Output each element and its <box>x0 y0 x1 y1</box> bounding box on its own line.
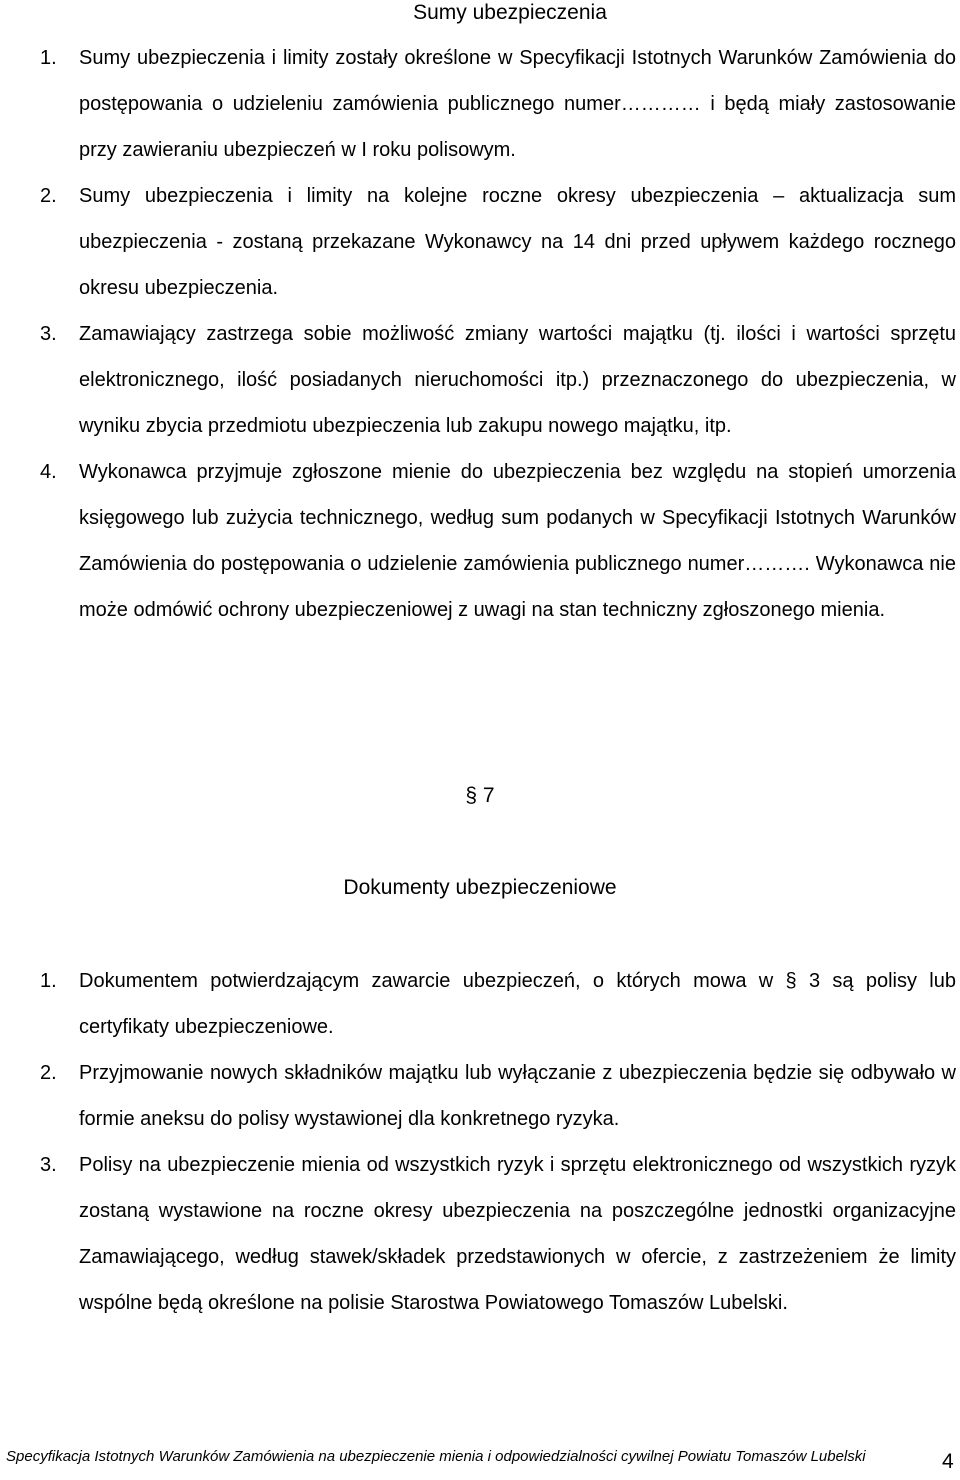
item-text: Zamawiający zastrzega sobie możliwość zmiany wartości majątku (tj. ilości i wartości sprzętu elektronicznego, ilość posiadanych nieruchomości itp.) przeznaczonego do ubezpieczenia, w wyniku zbycia przedmiotu ubezpieczenia lub zakupu nowego majątku, itp. <box>79 323 956 437</box>
list-item <box>40 173 956 311</box>
item-text: Wykonawca przyjmuje zgłoszone mienie do ubezpieczenia bez względu na stopień umorzenia księgowego lub zużycia technicznego, według sum podanych w Specyfikacji Istotnych Warunków Zamówienia do postępowania o udzielenie zamówienia publicznego numer………. Wykonawca nie może odmówić ochrony ubezpieczeniowej z uwagi na stan techniczny zgłoszonego mienia. <box>79 461 956 621</box>
item-number: 4. <box>40 461 57 483</box>
page-footer: Specyfikacja Istotnych Warunków Zamówienia na ubezpieczenie mienia i odpowiedzialności cywilnej Powiatu Tomaszów Lubelski <box>6 1448 866 1465</box>
item-number: 2. <box>40 185 57 207</box>
item-text: Przyjmowanie nowych składników majątku lub wyłączanie z ubezpieczenia będzie się odbywało w formie aneksu do polisy wystawionej dla konkretnego ryzyka. <box>79 1062 956 1130</box>
section-title-sums: Sumy ubezpieczenia <box>413 1 607 24</box>
list-item <box>40 958 956 1050</box>
item-number: 2. <box>40 1062 57 1084</box>
list-item <box>40 35 956 173</box>
item-number: 1. <box>40 970 57 992</box>
item-text: Dokumentem potwierdzającym zawarcie ubezpieczeń, o których mowa w § 3 są polisy lub certyfikaty ubezpieczeniowe. <box>79 970 956 1038</box>
item-text: Sumy ubezpieczenia i limity na kolejne roczne okresy ubezpieczenia – aktualizacja sum ubezpieczenia - zostaną przekazane Wykonawcy na 14 dni przed upływem każdego rocznego okresu ubezpieczenia. <box>79 185 956 299</box>
section-number: § 7 <box>465 784 495 807</box>
documents-list <box>40 958 956 1326</box>
list-item <box>40 449 956 633</box>
sums-list <box>40 35 956 633</box>
item-text: Polisy na ubezpieczenie mienia od wszystkich ryzyk i sprzętu elektronicznego od wszystkich ryzyk zostaną wystawione na roczne okresy ubezpieczenia na poszczególne jednostki organizacyjne Zamawiającego, według stawek/składek przedstawionych w ofercie, z zastrzeżeniem że limity wspólne będą określone na polisie Starostwa Powiatowego Tomaszów Lubelski. <box>79 1154 956 1314</box>
page-number: 4 <box>942 1450 954 1473</box>
list-item <box>40 1142 956 1326</box>
item-text: Sumy ubezpieczenia i limity zostały określone w Specyfikacji Istotnych Warunków Zamówienia do postępowania o udzieleniu zamówienia publicznego numer………… i będą miały zastosowanie przy zawieraniu ubezpieczeń w I roku polisowym. <box>79 47 956 161</box>
list-item <box>40 311 956 449</box>
section-title-documents: Dokumenty ubezpieczeniowe <box>343 876 617 899</box>
item-number: 1. <box>40 47 57 69</box>
item-number: 3. <box>40 323 57 345</box>
item-number: 3. <box>40 1154 57 1176</box>
list-item <box>40 1050 956 1142</box>
